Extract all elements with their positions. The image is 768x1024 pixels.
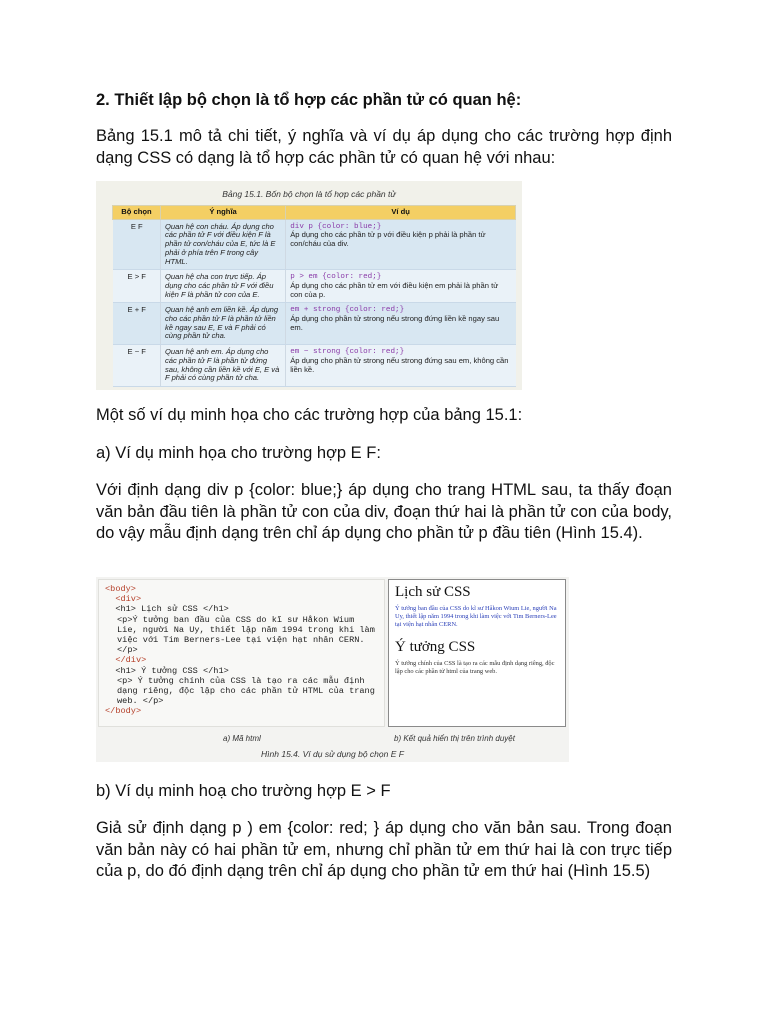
code-line: <h1> Ý tưởng CSS </h1> (105, 665, 229, 676)
table-header-meaning: Ý nghĩa (160, 206, 285, 220)
table-cell-meaning: Quan hệ cha con trực tiếp. Áp dụng cho các phần tử F với điều kiện F là phần tử con của E. (160, 270, 285, 303)
table-cell-meaning: Quan hệ anh em liền kề. Áp dụng cho các phần tử F là phần tử liền kề ngay sau E, E và F phải có cùng phần tử cha. (160, 303, 285, 345)
examples-intro: Một số ví dụ minh họa cho các trường hợp của bảng 15.1: (96, 406, 523, 424)
table-figure (96, 181, 522, 390)
table-row (113, 303, 516, 345)
result-paragraph-1: Ý tưởng ban đầu của CSS do kĩ sư Håkon Wium Lie, người Na Uy, thiết lập năm 1994 trong khi làm việc với Tim Berners-Lee tại viện hạt nhân CERN. (395, 605, 557, 628)
table-cell-meaning: Quan hệ con cháu. Áp dụng cho các phần tử F với điều kiện F là phần tử con/cháu của E, tức là E phải ở phía trên F trong cây HTML. (160, 219, 285, 270)
code-line: </div> (105, 655, 147, 666)
code-line: <p> Ý tưởng chính của CSS là tạo ra các mẫu định dạng riêng, độc lập cho các phần tử HTML của trang web. </p> (117, 675, 375, 707)
example-code: p > em {color: red;} (290, 273, 382, 282)
selector-table (112, 205, 516, 387)
table-row (113, 270, 516, 303)
table-cell-example (286, 303, 516, 345)
example-code: em ~ strong {color: red;} (290, 348, 405, 357)
code-line: <h1> Lịch sử CSS </h1> (105, 604, 229, 615)
section-heading: 2. Thiết lập bộ chọn là tổ hợp các phần tử có quan hệ: (96, 91, 522, 109)
example-text: Áp dụng cho phần tử strong nếu strong đứng sau em, không cần liền kề. (290, 355, 509, 374)
result-paragraph-2: Ý tưởng chính của CSS là tạo ra các mẫu định dạng riêng, độc lập cho các phần tử html của trang web. (395, 660, 555, 675)
table-cell-example (286, 219, 516, 270)
code-line: <p>Ý tưởng ban đầu của CSS do kĩ sư Håkon Wium Lie, người Na Uy, thiết lập năm 1994 trong khi làm việc với Tim Berners-Lee tại viện hạt nhân CERN. </p> (117, 614, 375, 656)
table-cell-selector: E + F (113, 303, 161, 345)
subcaption-a: a) Mã html (223, 734, 261, 743)
example-text: Áp dụng cho các phần tử em với điều kiện em phải là phần tử con của p. (290, 280, 499, 299)
example-code: em + strong {color: red;} (290, 306, 405, 315)
table-row (113, 345, 516, 387)
table-caption: Bảng 15.1. Bốn bộ chọn là tổ hợp các phần tử (222, 189, 396, 199)
table-header-selector: Bộ chọn (113, 206, 161, 220)
browser-result-panel (388, 579, 566, 727)
case-a-title: a) Ví dụ minh họa cho trường hợp E F: (96, 444, 381, 462)
figure-15-4 (96, 577, 569, 762)
case-b-title: b) Ví dụ minh hoạ cho trường hợp E > F (96, 782, 391, 800)
code-line: <div> (105, 594, 142, 605)
table-row (113, 219, 516, 270)
table-cell-selector: E ~ F (113, 345, 161, 387)
table-cell-selector: E F (113, 219, 161, 270)
table-cell-selector: E > F (113, 270, 161, 303)
code-line: </body> (105, 706, 142, 717)
intro-paragraph: Bảng 15.1 mô tả chi tiết, ý nghĩa và ví dụ áp dụng cho các trường hợp định dạng CSS có dạng là tổ hợp các phần tử có quan hệ với nhau: (96, 127, 672, 167)
result-heading-2: Ý tưởng CSS (395, 639, 476, 655)
html-code-panel (98, 579, 385, 727)
table-cell-meaning: Quan hệ anh em. Áp dụng cho các phần tử F là phần tử đứng sau, không cần liền kề với E, E và F phải có cùng phần tử cha. (160, 345, 285, 387)
example-text: Áp dụng cho các phần tử p với điều kiện p phải là phần tử con/cháu của div. (290, 230, 486, 249)
figure-caption: Hình 15.4. Ví dụ sử dụng bộ chọn E F (261, 749, 404, 759)
table-cell-example (286, 345, 516, 387)
example-code: div p {color: blue;} (290, 222, 382, 231)
result-heading-1: Lịch sử CSS (395, 584, 471, 600)
table-header-example: Ví dụ (286, 206, 516, 220)
case-b-paragraph: Giả sử định dạng p ) em {color: red; } áp dụng cho văn bản sau. Trong đoạn văn bản này có hai phần tử em, nhưng chỉ phần tử em thứ hai là con trực tiếp của p, do đó định dạng trên chỉ áp dụng cho phần tử em thứ hai (Hình 15.5) (96, 819, 672, 880)
table-cell-example (286, 270, 516, 303)
code-line: <body> (105, 584, 136, 594)
subcaption-b: b) Kết quả hiển thị trên trình duyệt (394, 734, 515, 743)
example-text: Áp dụng cho phần tử strong nếu strong đứng liền kề ngay sau em. (290, 314, 500, 332)
case-a-paragraph: Với định dạng div p {color: blue;} áp dụng cho trang HTML sau, ta thấy đoạn văn bản đầu tiên là phần tử con của div, đoạn thứ hai là phần tử con của body, do vậy mẫu định dạng trên chỉ áp dụng cho phần tử p đầu tiên (Hình 15.4). (96, 481, 672, 542)
